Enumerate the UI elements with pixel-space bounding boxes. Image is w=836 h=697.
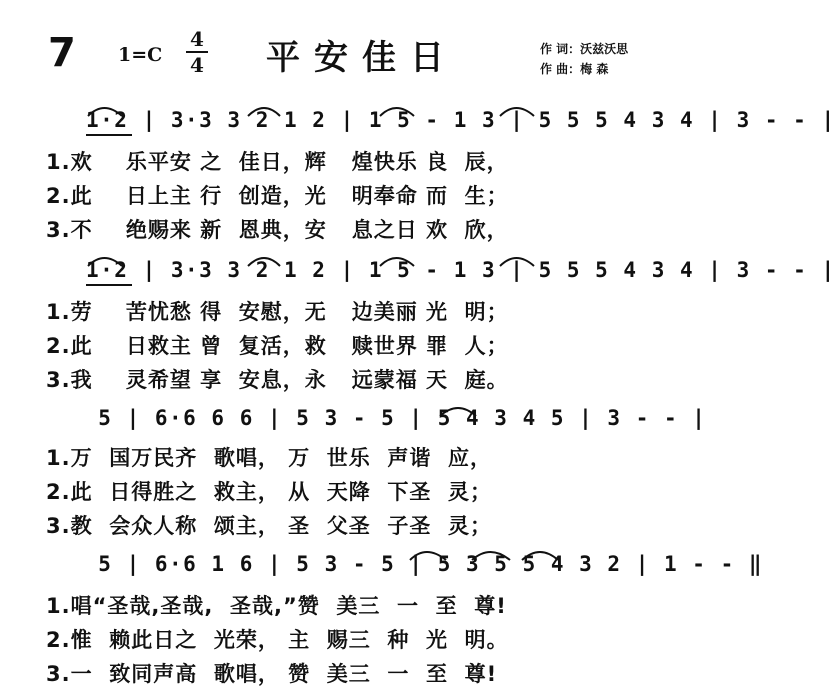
verse-line-1-1: 1.欢 乐平安 之 佳日，辉 煌快乐 良 辰，: [46, 150, 509, 174]
meter-bottom: 4: [190, 53, 204, 77]
slurs-system-4: [80, 540, 680, 570]
underline-beam: [86, 284, 132, 286]
slurs-system-3: [80, 396, 640, 426]
meter-top: 4: [190, 27, 204, 51]
hymn-title: 平安佳日: [266, 38, 458, 78]
notation-line-3: 5 | 6·6 6 6 | 5 3 - 5 | 5 4 3 4 5 | 3 - - |: [70, 406, 707, 430]
verse-line-3-2: 2.此 日得胜之 救主， 从 天降 下圣 灵；: [46, 480, 493, 504]
verse-line-2-1: 1.劳 苦忧愁 得 安慰，无 边美丽 光 明；: [46, 300, 509, 324]
composer-credit: 作 曲：梅 森: [540, 62, 609, 76]
verse-line-1-2: 2.此 日上主 行 创造，光 明奉命 而 生；: [46, 184, 509, 208]
slurs-system-1: [80, 96, 640, 126]
underline-beam: [86, 134, 132, 136]
slurs-system-2: [80, 246, 640, 276]
verse-line-4-3: 3.一 致同声高 歌唱， 赞 美三 一 至 尊!: [46, 662, 498, 686]
time-signature: [186, 28, 208, 76]
verse-line-3-1: 1.万 国万民齐 歌唱， 万 世乐 声谐 应，: [46, 446, 493, 470]
notation-line-1: 1·2 | 3·3 3 2 1 2 | 1 5 - 1 3 | 5 5 5 4 3 4 | 3 - - |: [86, 108, 836, 132]
verse-line-2-2: 2.此 日救主 曾 复活，救 赎世界 罪 人；: [46, 334, 509, 358]
lyricist-credit: 作 词：沃兹沃思: [540, 42, 629, 56]
verse-line-4-2: 2.惟 赖此日之 光荣， 主 赐三 种 光 明。: [46, 628, 509, 652]
verse-line-2-3: 3.我 灵希望 享 安息，永 远蒙福 天 庭。: [46, 368, 509, 392]
verse-line-1-3: 3.不 绝赐来 新 恩典，安 息之日 欢 欣，: [46, 218, 509, 242]
verse-line-4-1: 1.唱“圣哉,圣哉, 圣哉,”赞 美三 一 至 尊!: [46, 594, 507, 618]
notation-line-2: 1·2 | 3·3 3 2 1 2 | 1 5 - 1 3 | 5 5 5 4 3 4 | 3 - - |: [86, 258, 836, 282]
hymn-number: 7: [48, 30, 76, 76]
verse-line-3-3: 3.教 会众人称 颂主， 圣 父圣 子圣 灵；: [46, 514, 493, 538]
key-signature: 1=C: [118, 44, 163, 66]
notation-line-4: 5 | 6·6 1 6 | 5 3 - 5 | 5 3 5 5 4 3 2 | 1 - - ‖: [70, 552, 764, 576]
